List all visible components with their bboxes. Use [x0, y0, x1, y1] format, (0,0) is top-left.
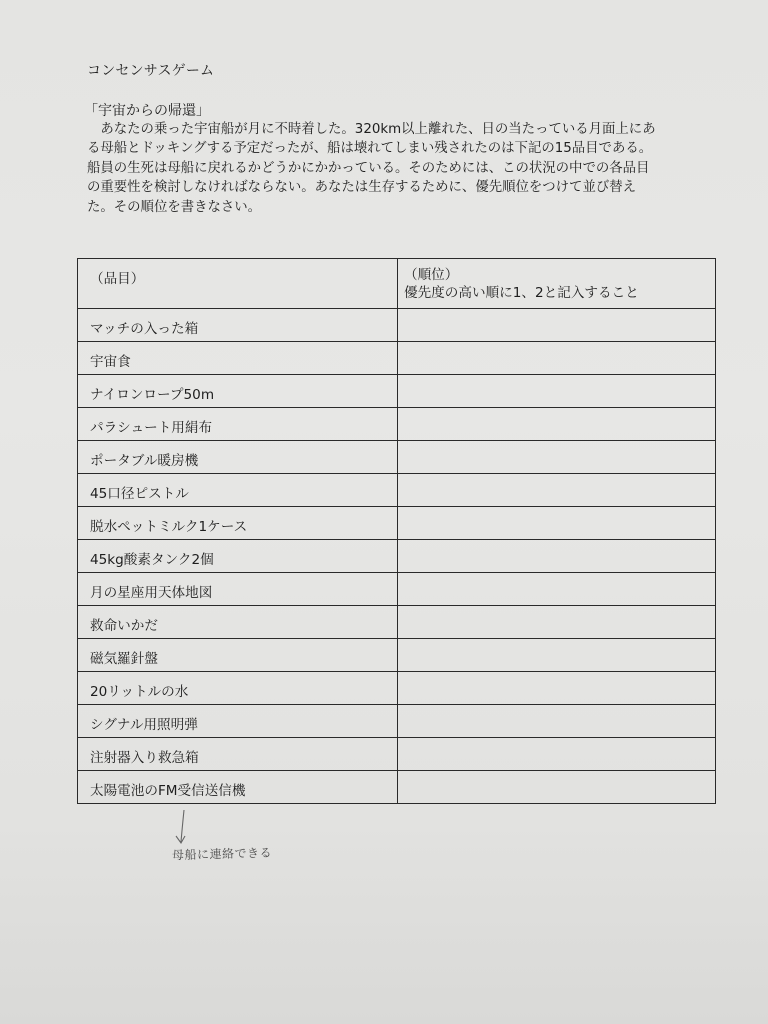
section-heading: 「宇宙からの帰還」	[84, 103, 210, 119]
header-rank-label	[398, 259, 715, 302]
item-name: パラシュート用絹布	[90, 420, 213, 436]
item-name: 注射器入り救急箱	[90, 750, 199, 766]
table-row	[78, 309, 716, 342]
table-row	[78, 738, 716, 771]
header-rank-instruction: 優先度の高い順に1、2と記入すること	[404, 285, 639, 301]
item-cell	[78, 672, 398, 705]
table-row	[78, 705, 716, 738]
header-rank-cell	[398, 259, 716, 309]
rank-cell[interactable]	[398, 639, 716, 672]
rank-cell[interactable]	[398, 672, 716, 705]
rank-cell[interactable]	[398, 705, 716, 738]
table-row	[78, 375, 716, 408]
item-name: 太陽電池のFM受信送信機	[90, 783, 246, 799]
rank-cell[interactable]	[398, 606, 716, 639]
item-cell	[78, 738, 398, 771]
header-item-label: （品目）	[90, 271, 145, 287]
table-row	[78, 441, 716, 474]
item-name: 月の星座用天体地図	[90, 585, 213, 601]
table-row	[78, 474, 716, 507]
rank-cell[interactable]	[398, 441, 716, 474]
header-rank-title: （順位）	[404, 267, 459, 283]
item-cell	[78, 507, 398, 540]
document-title: コンセンサスゲーム	[87, 63, 215, 79]
rank-cell[interactable]	[398, 408, 716, 441]
table-row	[78, 507, 716, 540]
paragraph-line: あなたの乗った宇宙船が月に不時着した。320km以上離れた、日の当たっている月面上にあ	[87, 122, 656, 137]
paragraph-line: る母船とドッキングする予定だったが、船は壊れてしまい残されたのは下記の15品目である。	[87, 141, 653, 157]
table-row	[78, 672, 716, 705]
item-cell	[78, 342, 398, 375]
instructions-paragraph	[87, 120, 732, 217]
rank-cell[interactable]	[398, 309, 716, 342]
item-cell	[78, 474, 398, 507]
item-cell	[78, 540, 398, 573]
rank-cell[interactable]	[398, 375, 716, 408]
item-cell	[78, 771, 398, 804]
item-name: 脱水ペットミルク1ケース	[90, 519, 248, 535]
table-row	[78, 639, 716, 672]
item-cell	[78, 606, 398, 639]
item-name: ナイロンロープ50m	[90, 387, 215, 403]
item-name: 45kg酸素タンク2個	[90, 552, 214, 568]
rank-cell[interactable]	[398, 771, 716, 804]
item-name: ポータブル暖房機	[90, 453, 199, 469]
table-row	[78, 771, 716, 804]
rank-cell[interactable]	[398, 342, 716, 375]
ranking-table	[77, 258, 716, 804]
item-cell	[78, 441, 398, 474]
item-name: 宇宙食	[90, 354, 131, 370]
item-name: 磁気羅針盤	[90, 651, 158, 667]
paragraph-line: の重要性を検討しなければならない。あなたは生存するために、優先順位をつけて並び替え	[87, 180, 637, 196]
table-row	[78, 408, 716, 441]
rank-cell[interactable]	[398, 738, 716, 771]
handwritten-note: 母船に連絡できる	[171, 845, 273, 863]
table-row	[78, 573, 716, 606]
item-cell	[78, 705, 398, 738]
handwritten-arrow-icon	[170, 808, 194, 848]
item-name: 45口径ピストル	[90, 486, 189, 502]
item-cell	[78, 639, 398, 672]
rank-cell[interactable]	[398, 507, 716, 540]
item-name: 救命いかだ	[90, 618, 158, 634]
rank-cell[interactable]	[398, 540, 716, 573]
paragraph-line: 船員の生死は母船に戻れるかどうかにかかっている。そのためには、この状況の中での各品目	[87, 160, 650, 176]
table-row	[78, 342, 716, 375]
table-header-row	[78, 259, 716, 309]
item-cell	[78, 375, 398, 408]
item-name: 20リットルの水	[90, 684, 189, 700]
item-name: シグナル用照明弾	[90, 717, 198, 733]
item-cell	[78, 573, 398, 606]
paragraph-line: た。その順位を書きなさい。	[87, 199, 262, 215]
table-row	[78, 606, 716, 639]
rank-cell[interactable]	[398, 573, 716, 606]
item-cell	[78, 309, 398, 342]
header-item-cell	[78, 259, 398, 309]
rank-cell[interactable]	[398, 474, 716, 507]
item-cell	[78, 408, 398, 441]
item-name: マッチの入った箱	[90, 321, 199, 337]
table-row	[78, 540, 716, 573]
